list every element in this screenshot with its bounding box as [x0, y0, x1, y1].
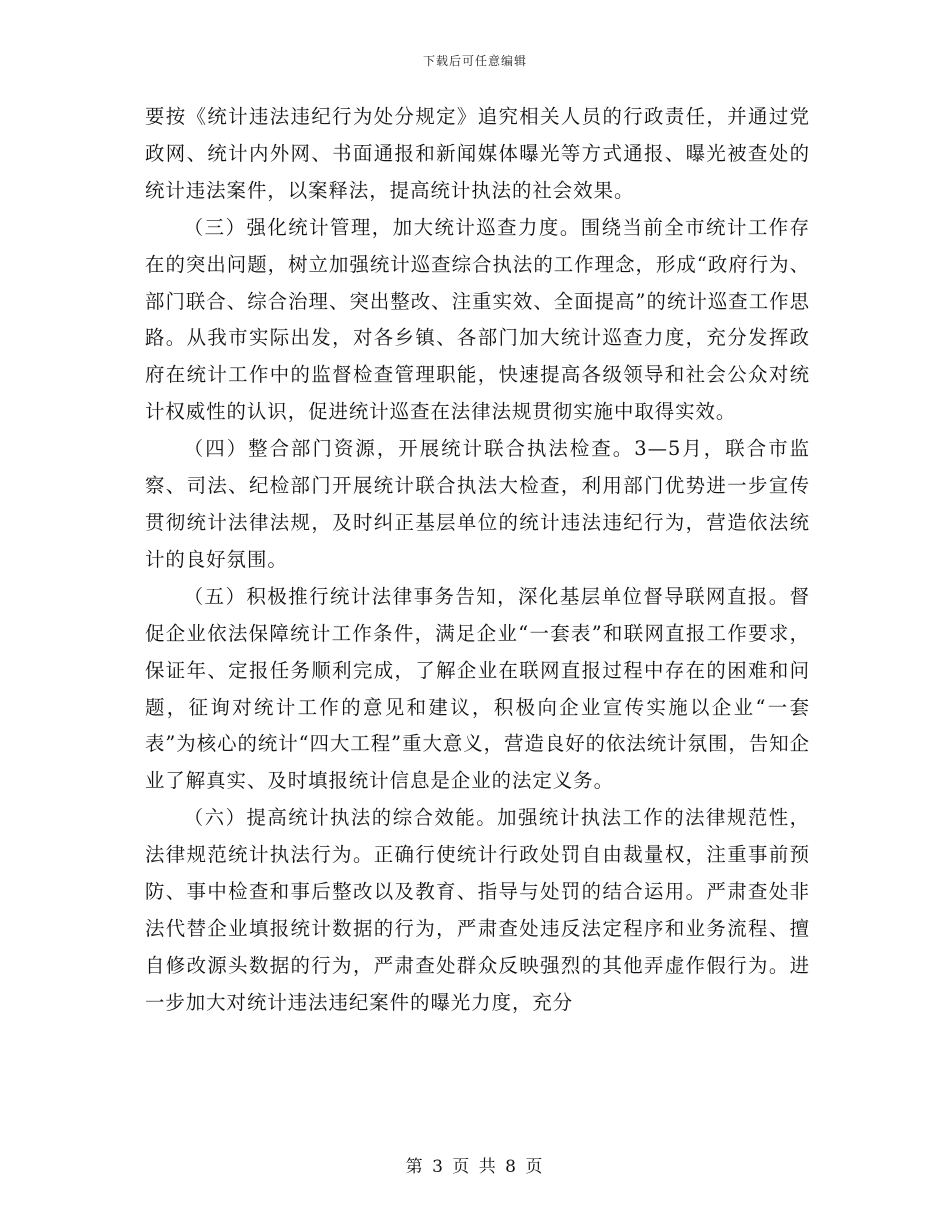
paragraph-5: （六）提高统计执法的综合效能。加强统计执法工作的法律规范性，法律规范统计执法行为。正确行使统计行政处罚自由裁量权，注重事前预防、事中检查和事后整改以及教育、指导与处罚的结合运用。严肃查处非法代替企业填报统计数据的行为，严肃查处违反法定程序和业务流程、擅自修改源头数据的行为，严肃查处群众反映强烈的其他弄虚作假行为。进一步加大对统计违法违纪案件的曝光力度，充分 — [145, 806, 810, 1014]
document-body — [145, 99, 810, 1022]
page-header: 下载后可任意编辑 — [422, 54, 527, 68]
page-footer: 第 3 页 共 8 页 — [405, 1157, 545, 1177]
paragraph-2: （三）强化统计管理，加大统计巡查力度。围绕当前全市统计工作存在的突出问题，树立加强统计巡查综合执法的工作理念，形成“政府行为、部门联合、综合治理、突出整改、注重实效、全面提高”的统计巡查工作思路。从我市实际出发，对各乡镇、各部门加大统计巡查力度，充分发挥政府在统计工作中的监督检查管理职能，快速提高各级领导和社会公众对统计权威性的认识，促进统计巡查在法律法规贯彻实施中取得实效。 — [145, 215, 810, 424]
paragraph-4: （五）积极推行统计法律事务告知，深化基层单位督导联网直报。督促企业依法保障统计工作条件，满足企业“一套表”和联网直报工作要求，保证年、定报任务顺利完成，了解企业在联网直报过程中存在的困难和问题，征询对统计工作的意见和建议，积极向企业宣传实施以企业“一套表”为核心的统计“四大工程”重大意义，营造良好的依法统计氛围，告知企业了解真实、及时填报统计信息是企业的法定义务。 — [145, 584, 810, 793]
paragraph-3: （四）整合部门资源，开展统计联合执法检查。3—5月，联合市监察、司法、纪检部门开展统计联合执法大检查，利用部门优势进一步宣传贯彻统计法律法规，及时纠正基层单位的统计违法违纪行为，营造依法统计的良好氛围。 — [145, 437, 810, 571]
paragraph-1: 要按《统计违法违纪行为处分规定》追究相关人员的行政责任，并通过党政网、统计内外网、书面通报和新闻媒体曝光等方式通报、曝光被查处的统计违法案件，以案释法，提高统计执法的社会效果。 — [145, 105, 810, 202]
